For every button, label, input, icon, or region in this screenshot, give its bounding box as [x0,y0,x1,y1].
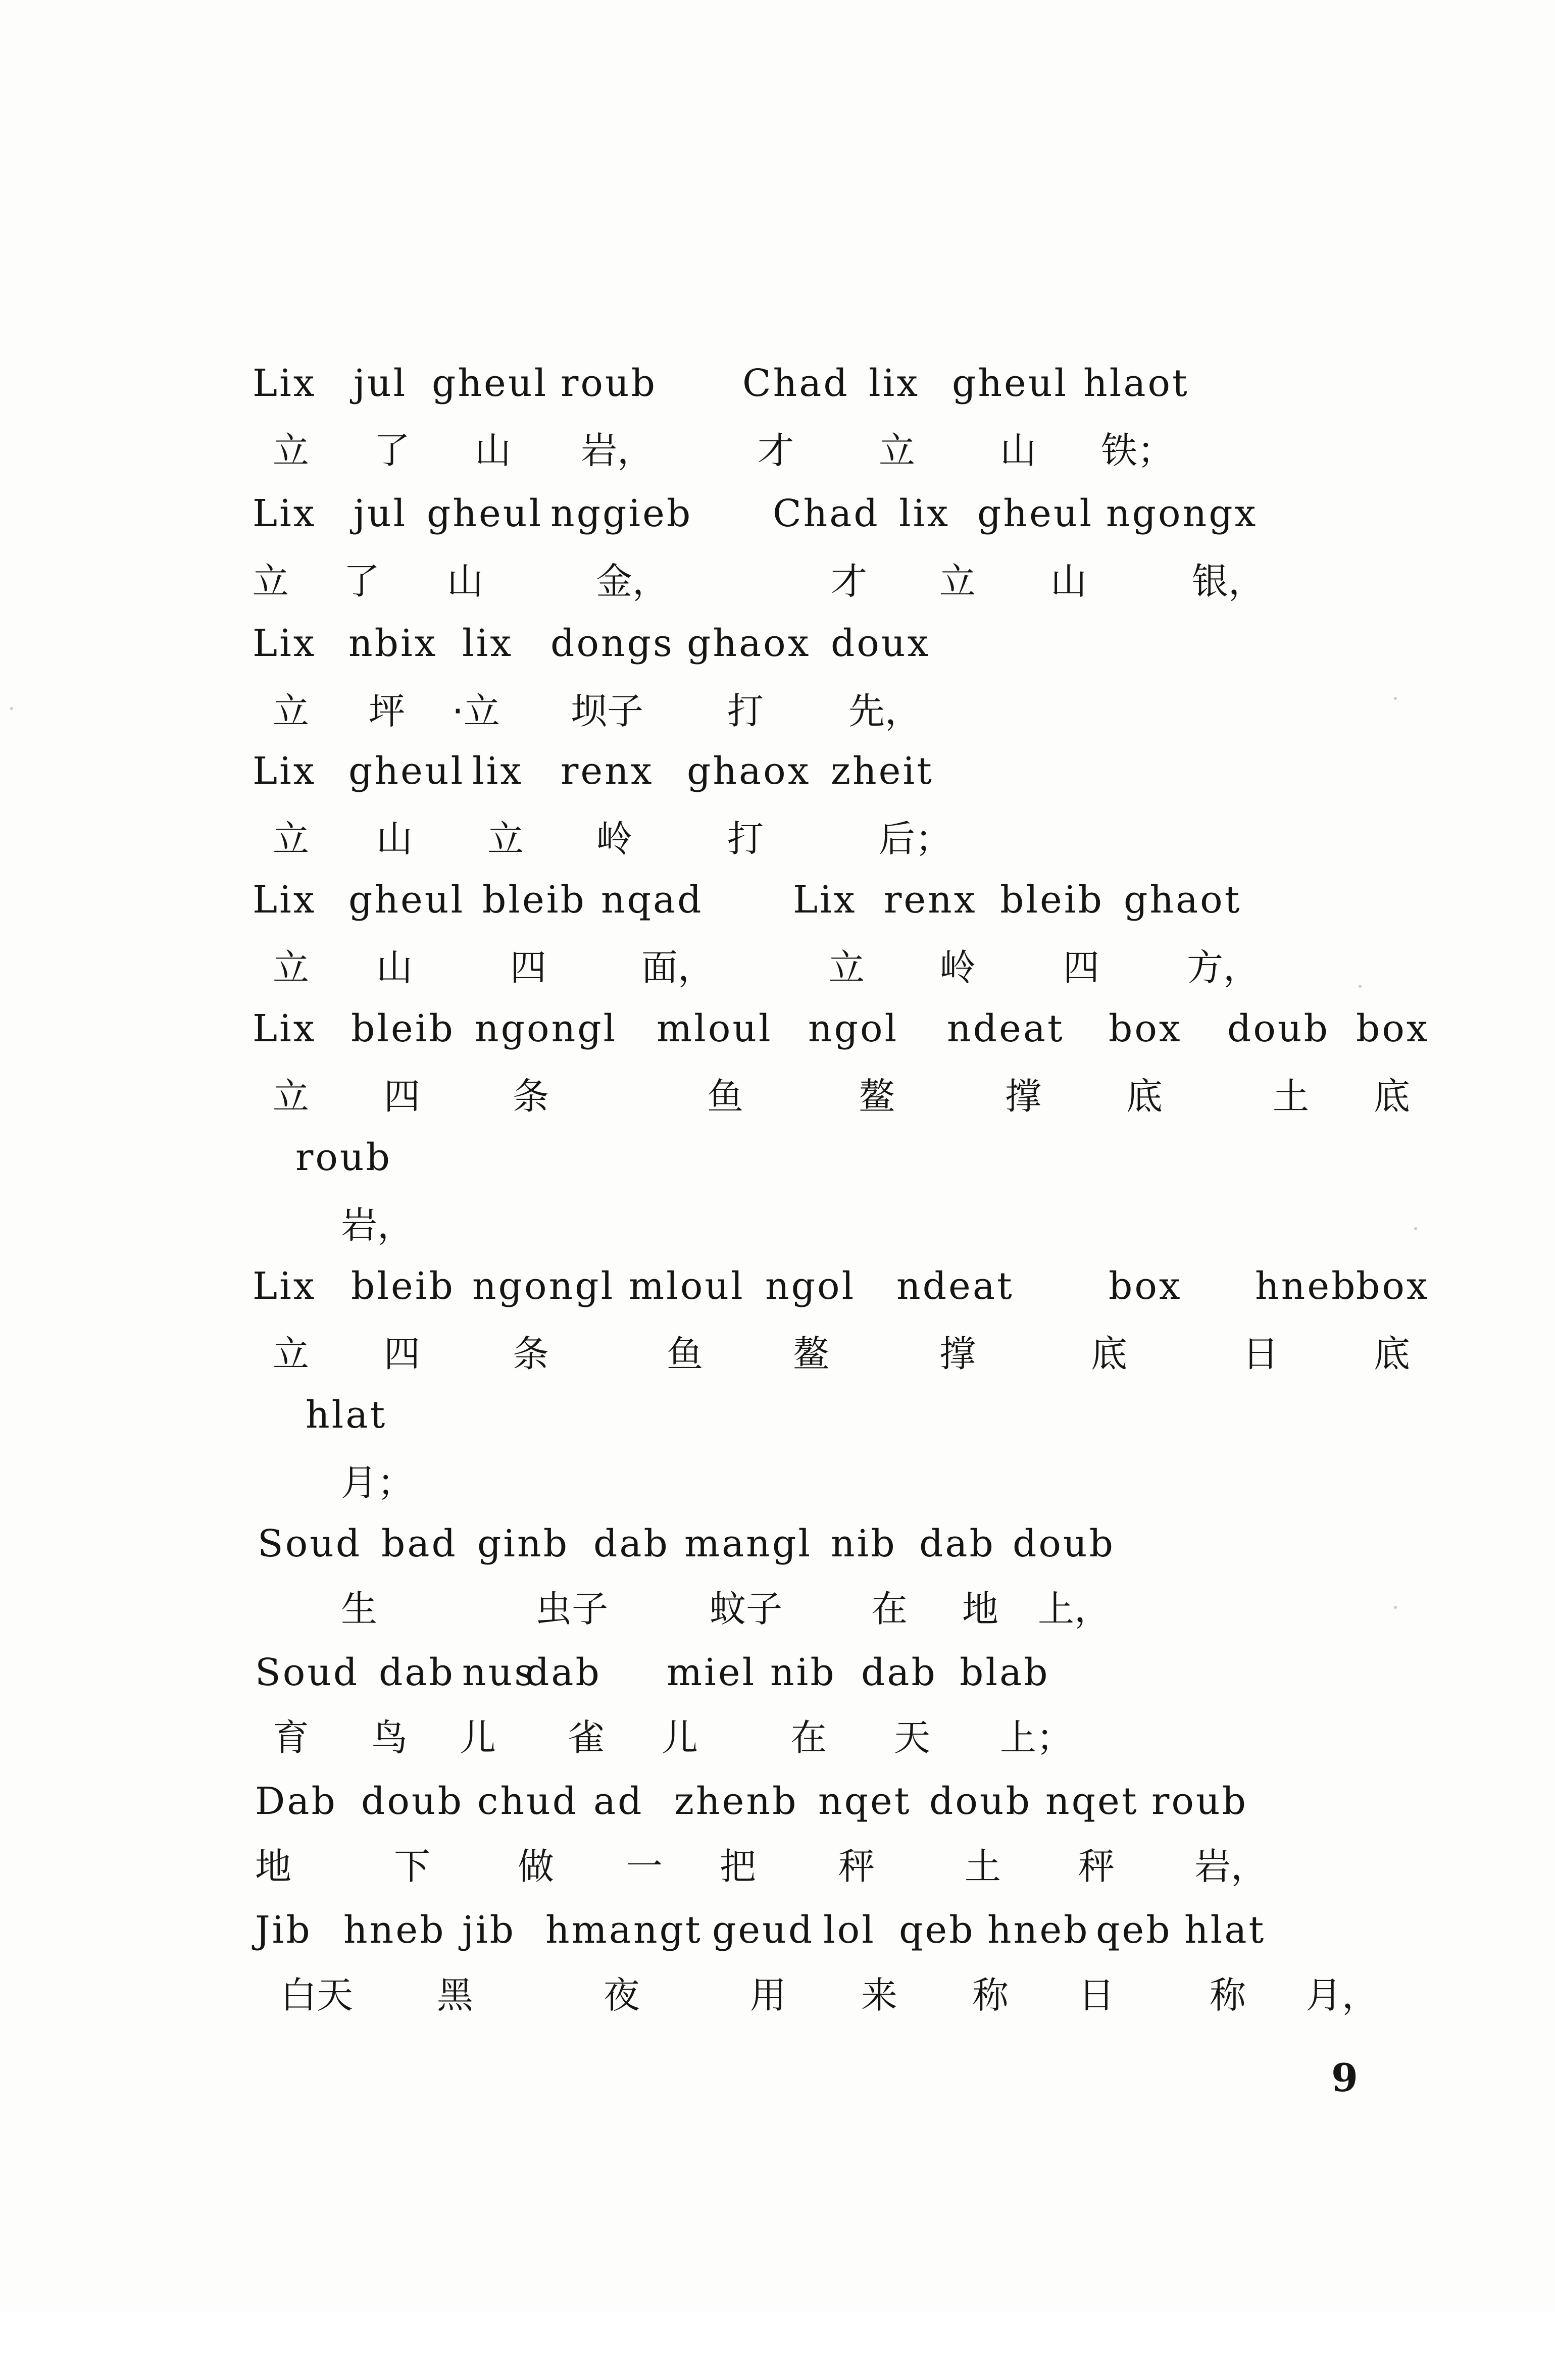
verse-word: nib [770,1651,836,1694]
verse-word: bad [381,1522,458,1565]
verse-word: 秤 [1078,1845,1115,1888]
verse-word: 底 [1374,1333,1411,1375]
verse-word: Lix [253,492,317,535]
verse-word: hlat [306,1393,387,1437]
verse-word: 土 [1273,1075,1310,1118]
verse-word: 蚊子 [710,1588,783,1630]
verse-word: blab [960,1651,1050,1694]
verse-word: 银， [1192,560,1265,602]
print-speck [1414,1227,1417,1230]
verse-word: nqet [818,1780,912,1823]
verse-word: 育 [273,1716,310,1759]
verse-word: box [1356,1007,1430,1050]
verse-word: 四 [384,1333,421,1375]
verse-word: 坪 [369,690,406,732]
verse-word: ndeat [896,1264,1014,1308]
verse-word: dab [379,1651,455,1694]
verse-word: 岭 [939,946,976,989]
page-number: 9 [1331,2055,1358,2100]
verse-word: lix [869,362,920,405]
verse-word: Lix [793,878,857,922]
verse-word: 撑 [939,1333,976,1375]
verse-word: Lix [253,1264,317,1308]
verse-word: dongs [550,622,674,665]
verse-word: hmangt [545,1908,703,1952]
verse-word: nus [462,1651,536,1694]
verse-word: bleib [482,878,586,922]
verse-word: 条 [513,1075,549,1118]
verse-word: 立 [273,1333,310,1375]
verse-word: ghaox [687,749,811,793]
verse-word: 上； [1000,1716,1073,1759]
verse-word: 鳌 [859,1075,895,1118]
verse-word: renx [561,749,654,793]
verse-word: doub [1227,1007,1330,1050]
verse-word: ngongl [475,1007,618,1050]
verse-word: 称 [1210,1974,1246,2016]
verse-word: 先， [848,690,922,732]
verse-word: qeb [1096,1908,1172,1952]
verse-word: 立 [939,560,976,602]
verse-word: 金， [596,560,669,602]
verse-word: box [1109,1007,1182,1050]
verse-word: hlaot [1083,362,1189,405]
verse-word: zheit [831,749,934,793]
verse-word: 立 [273,429,310,472]
verse-word: 四 [384,1075,421,1118]
verse-word: nggieb [550,492,693,535]
verse-word: 了 [343,560,380,602]
verse-word: 岩， [1194,1845,1268,1888]
verse-word: box [1356,1264,1430,1308]
verse-word: 山 [475,429,512,472]
verse-word: 鱼 [667,1333,704,1375]
verse-word: 来 [861,1974,898,2016]
verse-word: 雀 [568,1716,605,1759]
verse-word: ngol [765,1264,856,1308]
verse-word: ad [593,1780,644,1823]
verse-word: 地 [255,1845,292,1888]
verse-word: gheul [432,362,548,405]
verse-word: Lix [253,1007,317,1050]
verse-word: 儿 [460,1716,496,1759]
verse-word: 鳌 [793,1333,830,1375]
verse-word: hneb [1255,1264,1358,1308]
verse-word: 一 [626,1845,663,1888]
verse-word: ndeat [947,1007,1065,1050]
verse-word: 四 [1063,946,1100,989]
verse-word: dab [919,1522,995,1565]
verse-word: 立 [828,946,865,989]
verse-word: Chad [773,492,880,535]
verse-word: nqet [1045,1780,1139,1823]
verse-word: 下 [394,1845,431,1888]
verse-word: nib [831,1522,897,1565]
verse-word: jib [462,1908,516,1952]
verse-word: Soud [255,1651,360,1694]
verse-word: Dab [255,1780,337,1823]
verse-word: gheul [348,749,465,793]
verse-word: Jib [255,1908,312,1952]
verse-word: lix [462,622,514,665]
verse-word: 日 [1078,1974,1115,2016]
verse-word: 上， [1038,1588,1111,1630]
verse-word: 四 [510,946,547,989]
verse-word: nbix [348,622,438,665]
verse-word: geud [712,1908,815,1952]
verse-word: 打 [727,690,764,732]
verse-word: lix [899,492,950,535]
verse-word: Lix [253,362,317,405]
verse-word: jul [354,362,408,405]
verse-word: ·立 [452,690,500,732]
verse-word: 撑 [1005,1075,1042,1118]
verse-word: 鱼 [707,1075,744,1118]
verse-word: Lix [253,622,317,665]
verse-word: 立 [273,818,310,860]
verse-word: box [1109,1264,1182,1308]
print-speck [1394,697,1397,700]
verse-word: 岭 [596,818,633,860]
print-speck [10,707,13,710]
verse-word: dab [525,1651,601,1694]
verse-word: hneb [343,1908,446,1952]
verse-word: doub [1013,1522,1115,1565]
verse-word: 鸟 [371,1716,408,1759]
verse-word: ngongl [472,1264,615,1308]
verse-word: dab [861,1651,937,1694]
verse-word: 岩， [341,1204,414,1246]
verse-word: 在 [871,1588,908,1630]
verse-word: 儿 [662,1716,698,1759]
verse-word: bleib [1000,878,1104,922]
print-speck [1359,985,1362,988]
verse-word: 称 [972,1974,1009,2016]
verse-word: 白天 [280,1974,354,2016]
verse-word: 铁； [1101,429,1174,472]
verse-word: 地 [962,1588,999,1630]
verse-word: 才 [831,560,868,602]
verse-word: 山 [376,818,413,860]
verse-word: doub [361,1780,464,1823]
verse-word: 了 [374,429,411,472]
verse-word: 底 [1374,1075,1411,1118]
verse-word: 立 [273,946,310,989]
verse-word: gheul [348,878,465,922]
verse-word: 底 [1091,1333,1128,1375]
verse-word: Soud [258,1522,362,1565]
verse-word: hlat [1184,1908,1266,1952]
print-speck [1394,1606,1397,1609]
verse-word: doub [929,1780,1032,1823]
verse-word: 生 [341,1588,378,1630]
verse-word: renx [884,878,977,922]
verse-word: 岩， [581,429,654,472]
verse-word: Chad [742,362,849,405]
verse-word: 坝子 [571,690,644,732]
verse-word: 立 [253,560,289,602]
verse-word: gheul [952,362,1069,405]
verse-word: zhenb [674,1780,798,1823]
verse-word: ngongx [1106,492,1258,535]
verse-word: nqad [601,878,704,922]
verse-word: 山 [1050,560,1087,602]
verse-word: 把 [720,1845,757,1888]
verse-word: mloul [657,1007,773,1050]
verse-word: mangl [684,1522,812,1565]
verse-word: dab [593,1522,670,1565]
verse-word: 底 [1126,1075,1163,1118]
verse-word: 方， [1187,946,1260,989]
verse-word: bleib [351,1264,455,1308]
verse-word: 天 [894,1716,931,1759]
verse-word: chud [477,1780,579,1823]
verse-word: ghaox [687,622,811,665]
verse-word: Lix [253,749,317,793]
verse-word: doux [831,622,931,665]
verse-word: ginb [477,1522,570,1565]
verse-line-chinese [280,1974,1379,2377]
verse-word: 山 [1000,429,1037,472]
verse-word: hneb [987,1908,1090,1952]
verse-word: 打 [727,818,764,860]
verse-word: jul [354,492,408,535]
verse-word: 山 [376,946,413,989]
verse-word: Lix [253,878,317,922]
verse-word: qeb [899,1908,975,1952]
verse-word: gheul [977,492,1094,535]
verse-word: roub [1151,1780,1248,1823]
verse-word: 立 [487,818,524,860]
verse-word: 山 [447,560,484,602]
verse-word: roub [295,1136,392,1179]
verse-word: 土 [965,1845,1001,1888]
verse-word: lix [472,749,524,793]
verse-word: 立 [273,1075,310,1118]
verse-word: 条 [513,1333,549,1375]
verse-word: lol [823,1908,876,1952]
verse-word: 月； [341,1461,414,1504]
verse-word: 立 [879,429,916,472]
verse-word: 立 [273,690,310,732]
verse-word: 黑 [437,1974,474,2016]
verse-word: ghaot [1124,878,1242,922]
verse-word: mloul [629,1264,745,1308]
verse-word: gheul [427,492,543,535]
verse-word: bleib [351,1007,455,1050]
verse-word: ngol [808,1007,899,1050]
verse-word: 面， [641,946,715,989]
verse-word: 夜 [604,1974,640,2016]
verse-word: 用 [750,1974,787,2016]
verse-word: 月， [1306,1974,1379,2016]
verse-word: 后； [879,818,952,860]
verse-word: 才 [758,429,794,472]
verse-word: 做 [518,1845,555,1888]
verse-word: 秤 [838,1845,875,1888]
verse-word: 日 [1242,1333,1279,1375]
verse-word: 在 [790,1716,827,1759]
verse-word: miel [667,1651,757,1694]
verse-word: roub [561,362,657,405]
verse-word: 虫子 [535,1588,609,1630]
